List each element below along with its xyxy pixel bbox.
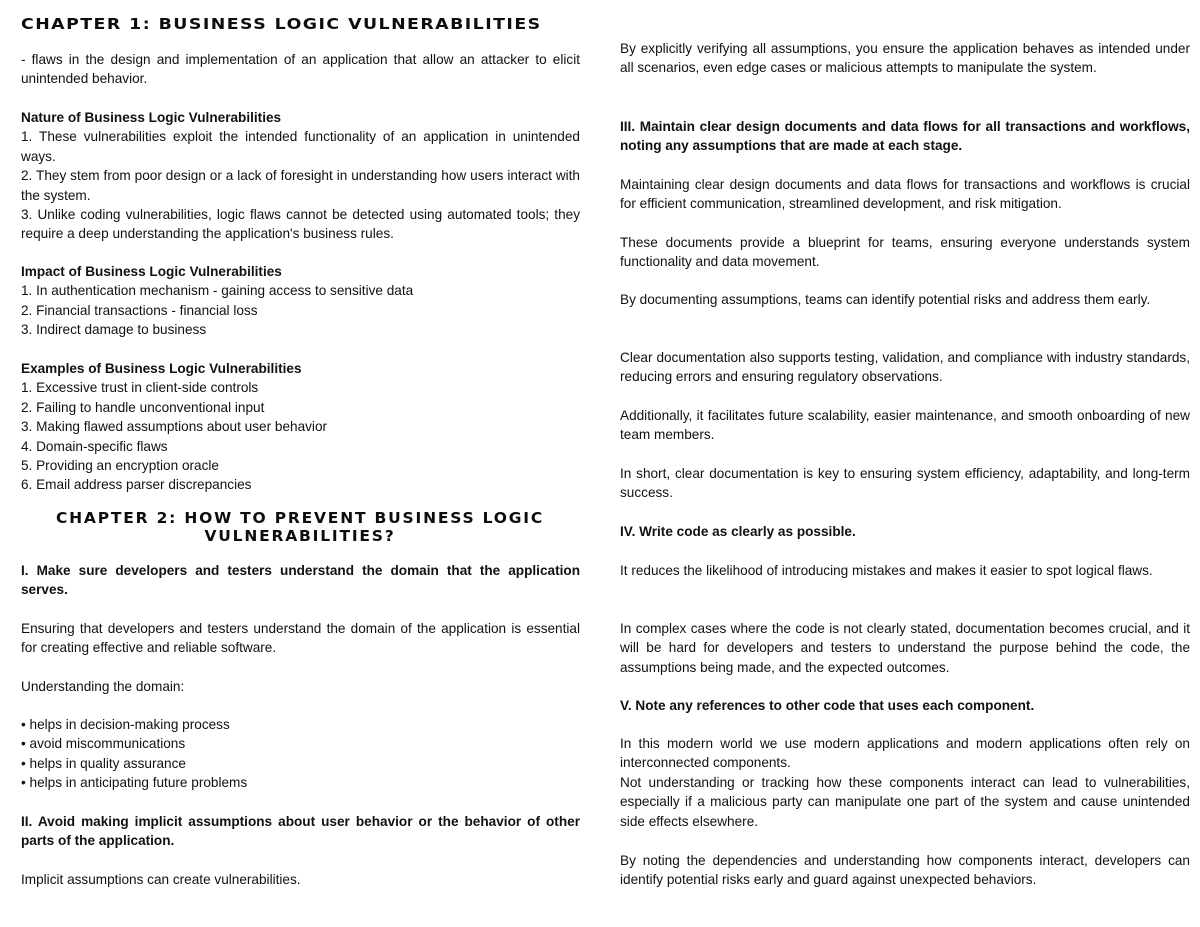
impact-item: 3. Indirect damage to business	[21, 322, 207, 338]
impact-section	[21, 262, 580, 340]
nature-item: 2. They stem from poor design or a lack of foresight in understanding how users interact with the system.	[21, 168, 580, 203]
domain-bullet: • helps in anticipating future problems	[21, 775, 248, 791]
section4-paragraph: In complex cases where the code is not clearly stated, documentation becomes crucial, and it will be hard for developers and testers to understand the purpose behind the code, the assumptions being made, and the expected outcomes.	[620, 621, 1190, 675]
domain-bullet: • helps in quality assurance	[21, 755, 186, 771]
domain-bullet: • avoid miscommunications	[21, 736, 186, 752]
chapter2-title: CHAPTER 2: HOW TO PREVENT BUSINESS LOGIC VULNERABILITIES?	[55, 509, 545, 545]
section3-paragraph: In short, clear documentation is key to ensuring system efficiency, adaptability, and long-term success.	[620, 466, 1190, 501]
section3-paragraph: By documenting assumptions, teams can identify potential risks and address them early.	[620, 292, 1151, 307]
chapter1-intro: - flaws in the design and implementation of an application that allow an attacker to elicit unintended behavior.	[21, 52, 580, 87]
section3-paragraph: Maintaining clear design documents and data flows for transactions and workflows is crucial for efficient communication, streamlined development, and risk mitigation.	[620, 177, 1190, 212]
section1-heading: I. Make sure developers and testers understand the domain that the application serves.	[21, 563, 580, 598]
section3-heading: III. Maintain clear design documents and data flows for all transactions and workflows, noting any assumptions that are made at each stage.	[620, 119, 1190, 154]
nature-item: 1. These vulnerabilities exploit the intended functionality of an application in unintended ways.	[21, 129, 580, 164]
nature-heading: Nature of Business Logic Vulnerabilities	[21, 110, 282, 125]
impact-item: 2. Financial transactions - financial loss	[21, 302, 258, 318]
nature-item: 3. Unlike coding vulnerabilities, logic flaws cannot be detected using automated tools; they require a deep understanding the application's business rules.	[21, 207, 580, 242]
section1-paragraph: Ensuring that developers and testers understand the domain of the application is essential for creating effective and reliable software.	[21, 621, 580, 656]
section2-heading: II. Avoid making implicit assumptions about user behavior or the behavior of other parts of the application.	[21, 814, 580, 849]
section2-paragraph-continued: By explicitly verifying all assumptions, you ensure the application behaves as intended under all scenarios, even edge cases or malicious attempts to manipulate the system.	[620, 41, 1190, 76]
examples-item: 4. Domain-specific flaws	[21, 438, 168, 454]
section3-paragraph: Clear documentation also supports testing, validation, and compliance with industry standards, reducing errors and ensuring regulatory observations.	[620, 350, 1190, 385]
section3-paragraph: These documents provide a blueprint for teams, ensuring everyone understands system functionality and data movement.	[620, 235, 1190, 270]
examples-item: 2. Failing to handle unconventional input	[21, 399, 265, 415]
section5-paragraph: Not understanding or tracking how these components interact can lead to vulnerabilities, especially if a malicious party can manipulate one part of the system and cause unintended side effects elsewhere.	[620, 775, 1190, 829]
examples-item: 1. Excessive trust in client-side controls	[21, 380, 259, 396]
domain-bullet: • helps in decision-making process	[21, 717, 230, 732]
examples-section	[21, 359, 580, 495]
section5-paragraph: By noting the dependencies and understanding how components interact, developers can identify potential risks early and guard against unexpected behaviors.	[620, 853, 1190, 888]
examples-item: 3. Making flawed assumptions about user behavior	[21, 419, 328, 435]
examples-heading: Examples of Business Logic Vulnerabilities	[21, 361, 302, 376]
impact-heading: Impact of Business Logic Vulnerabilities	[21, 264, 282, 279]
section4-heading: IV. Write code as clearly as possible.	[620, 524, 856, 539]
section4-paragraph: It reduces the likelihood of introducing mistakes and makes it easier to spot logical flaws.	[620, 563, 1153, 578]
domain-bullet-list	[21, 715, 580, 793]
section3-paragraph: Additionally, it facilitates future scalability, easier maintenance, and smooth onboarding of new team members.	[620, 408, 1190, 443]
section1-domain-label: Understanding the domain:	[21, 679, 185, 694]
impact-item: 1. In authentication mechanism - gaining access to sensitive data	[21, 283, 414, 299]
section2-paragraph: Implicit assumptions can create vulnerabilities.	[21, 872, 301, 887]
section5-paragraph: In this modern world we use modern applications and modern applications often rely on interconnected components.	[620, 736, 1190, 771]
section5-heading: V. Note any references to other code that uses each component.	[620, 698, 1035, 713]
chapter1-title: CHAPTER 1: BUSINESS LOGIC VULNERABILITIES	[21, 15, 542, 33]
examples-item: 6. Email address parser discrepancies	[21, 477, 252, 493]
nature-section	[21, 108, 580, 244]
examples-item: 5. Providing an encryption oracle	[21, 458, 219, 474]
